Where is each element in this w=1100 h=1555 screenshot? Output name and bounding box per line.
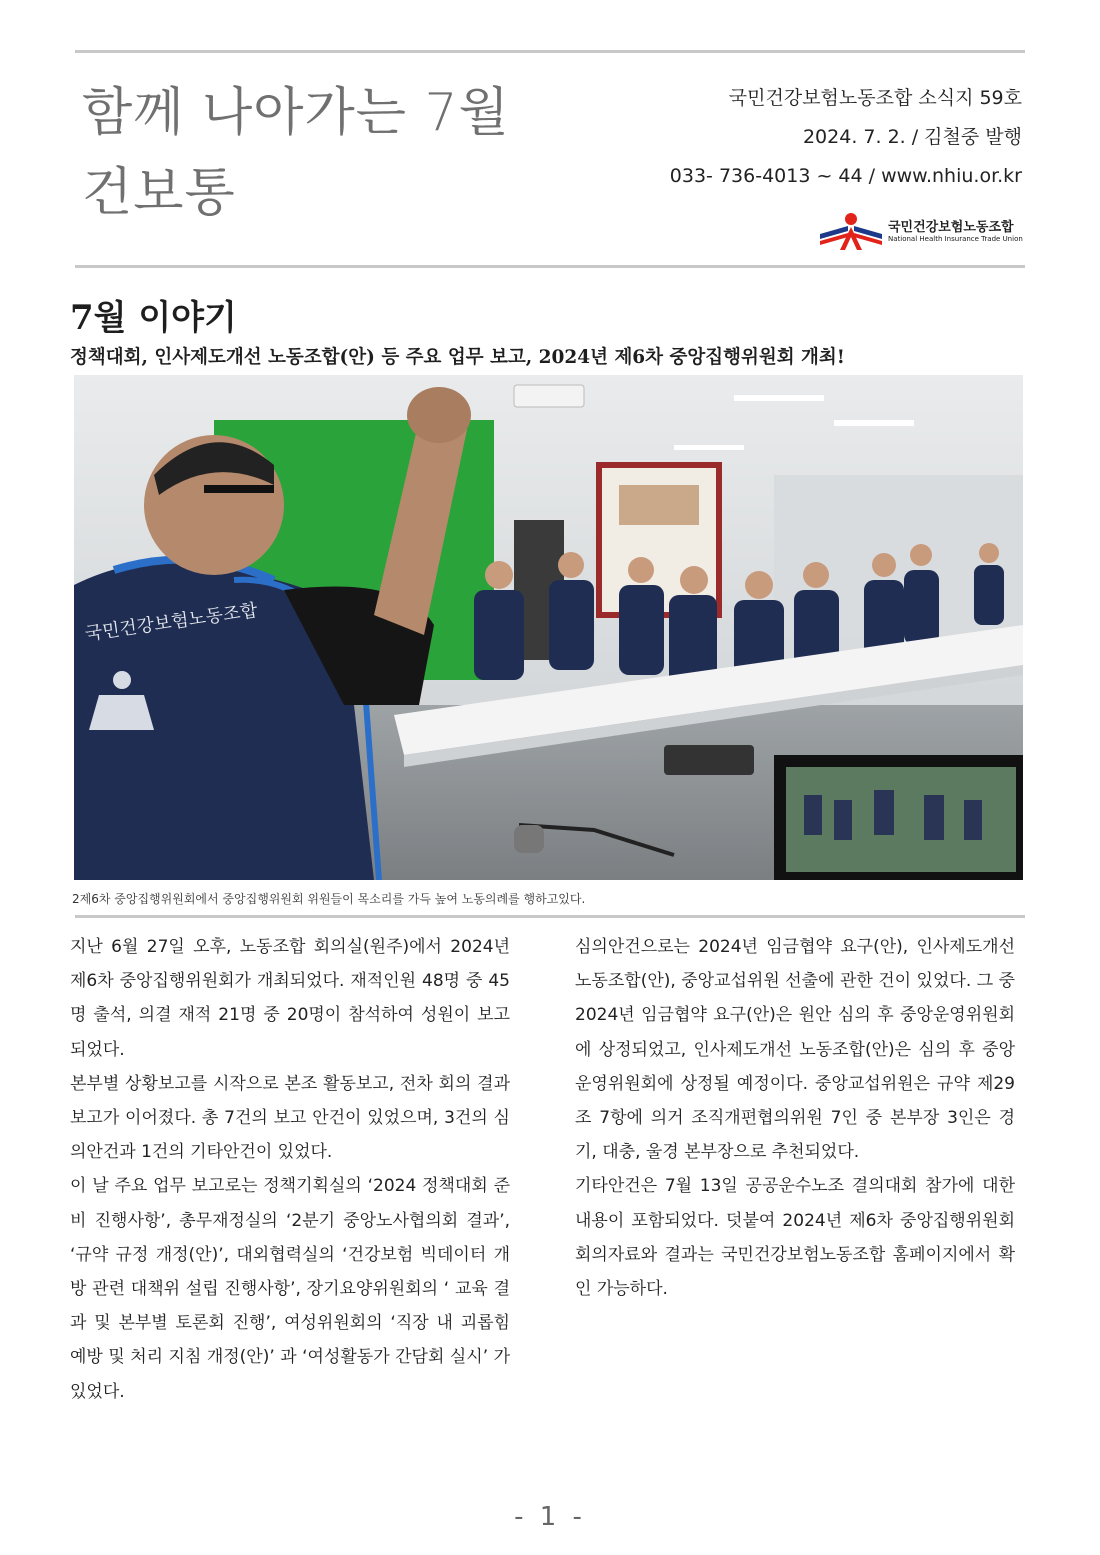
paragraph: 이 날 주요 업무 보고로는 정책기획실의 ‘2024 정책대회 준비 진행사항’, 총무재정실의 ‘2분기 중앙노사협의회 결과’, ‘규약 규정 개정(안)’, 대외협력실의 ‘건강보험 빅데이터 개방 관련 대책위 설립 진행사항’, 장기요양위원회의 ‘ 교육 결과 및 본부별 토론회 진행’, 여성위원회의 ‘직장 내 괴롭힘 예방 및 처리 지침 개정(안)’ 과 ‘여성활동가 간담회 실시’ 가 있었다. xyxy=(70,1176,510,1402)
caption-rule xyxy=(75,915,1025,918)
article-column-right xyxy=(575,930,1015,1306)
masthead-title-line2: 건보통 xyxy=(82,163,236,223)
contact-line: 033- 736-4013 ~ 44 / www.nhiu.or.kr xyxy=(669,165,1022,187)
issue-date: 2024. 7. 2. / 김철중 발행 xyxy=(802,126,1022,148)
section-title: 7월 이야기 xyxy=(70,298,237,338)
logo-name-en: National Health Insurance Trade Union xyxy=(888,235,1023,243)
paragraph: 지난 6월 27일 오후, 노동조합 회의실(원주)에서 2024년 제6차 중앙집행위원회가 개최되었다. 재적인원 48명 중 45명 출석, 의결 재적 21명 중 20명이 참석하여 성원이 보고되었다. xyxy=(70,937,510,1060)
publication-info xyxy=(670,82,1022,192)
logo-name-ko: 국민건강보험노동조합 xyxy=(888,220,1014,235)
vest-text: 국민건강보험노동조합 xyxy=(83,599,259,645)
union-logo xyxy=(818,212,1026,252)
publication-name: 국민건강보험노동조합 소식지 59호 xyxy=(728,87,1022,109)
paragraph: 본부별 상황보고를 시작으로 본조 활동보고, 전차 회의 결과보고가 이어졌다. 총 7건의 보고 안건이 있었으며, 3건의 심의안건과 1건의 기타안건이 있었다. xyxy=(70,1073,510,1163)
masthead-title-line1: 함께 나아가는 7월 xyxy=(82,83,510,143)
paragraph: 심의안건으로는 2024년 임금협약 요구(안), 인사제도개선 노동조합(안), 중앙교섭위원 선출에 관한 건이 있었다. 그 중 2024년 임금협약 요구(안)은 원안 심의 후 중앙운영위원회에 상정되었고, 인사제도개선 노동조합(안)은 심의 후 중앙운영위원회에 상정될 예정이다. 중앙교섭위원은 규약 제29조 7항에 의거 조직개편협의위원 7인 중 본부장 3인은 경기, 대충, 울경 본부장으로 추천되었다. xyxy=(575,937,1015,1163)
photo-caption: 2제6차 중앙집행위원회에서 중앙집행위원회 위원들이 목소리를 가득 높여 노동의례를 행하고있다. xyxy=(72,892,586,906)
article-headline: 정책대회, 인사제도개선 노동조합(안) 등 주요 업무 보고, 2024년 제6차 중앙집행위원회 개최! xyxy=(70,347,845,368)
paragraph: 기타안건은 7월 13일 공공운수노조 결의대회 참가에 대한 내용이 포함되었다. 덧붙여 2024년 제6차 중앙집행위원회 회의자료와 결과는 국민건강보험노동조합 홈페이지에서 확인 가능하다. xyxy=(575,1176,1015,1300)
article-photo xyxy=(74,375,1023,880)
masthead-rule xyxy=(75,265,1025,268)
meeting-photo-illustration xyxy=(74,375,1023,880)
union-emblem-icon xyxy=(818,212,884,252)
page-number: - 1 - xyxy=(514,1502,586,1532)
top-rule xyxy=(75,50,1025,53)
article-column-left xyxy=(70,930,510,1409)
